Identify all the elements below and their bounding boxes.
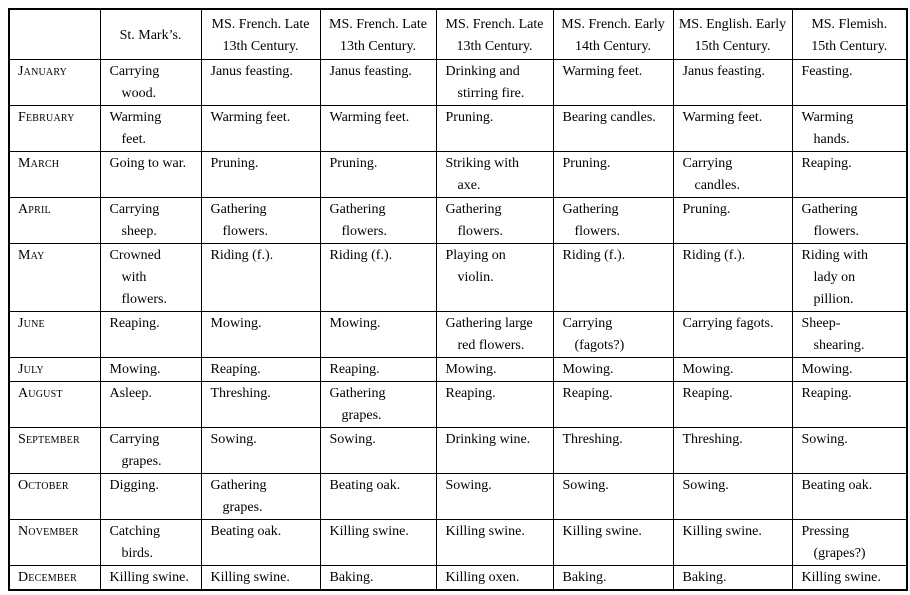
table-cell — [553, 565, 673, 590]
cell-line: Threshing. — [682, 431, 743, 447]
cell-line: Reaping. — [445, 385, 496, 401]
table-cell — [673, 197, 792, 243]
cell-line: birds. — [121, 545, 153, 561]
table-cell — [553, 311, 673, 357]
table-cell — [673, 427, 792, 473]
cell-line: Janus feasting. — [682, 63, 765, 79]
corner-cell — [9, 9, 100, 59]
cell-line: Crowned — [109, 247, 161, 263]
table-cell — [320, 59, 436, 105]
cell-line: shearing. — [813, 337, 865, 353]
cell-line: Riding (f.). — [682, 247, 746, 263]
page — [8, 8, 908, 591]
table-cell — [201, 105, 320, 151]
cell-line: (grapes?) — [813, 545, 866, 561]
table-cell — [320, 311, 436, 357]
table-cell — [673, 519, 792, 565]
cell-line: Beating oak. — [801, 477, 873, 493]
cell-line: Going to war. — [109, 155, 187, 171]
month-label: April — [9, 197, 100, 243]
cell-line: Warming — [109, 109, 162, 125]
cell-line: Janus feasting. — [210, 63, 293, 79]
cell-line: Threshing. — [210, 385, 271, 401]
cell-line: Reaping. — [109, 315, 160, 331]
table-cell — [320, 427, 436, 473]
table-cell — [201, 243, 320, 311]
cell-line: Reaping. — [801, 155, 852, 171]
cell-line: Sowing. — [445, 477, 492, 493]
cell-line: Mowing. — [210, 315, 262, 331]
cell-line: Sowing. — [210, 431, 257, 447]
table-cell — [792, 519, 907, 565]
column-header-line: MS. French. Early — [561, 16, 665, 32]
table-cell — [201, 311, 320, 357]
cell-line: flowers. — [813, 223, 859, 239]
cell-line: Feasting. — [801, 63, 853, 79]
cell-line: Killing swine. — [210, 569, 290, 585]
table-cell — [320, 473, 436, 519]
column-header-line: St. Mark’s. — [119, 27, 182, 43]
table-cell — [792, 151, 907, 197]
cell-line: Sowing. — [329, 431, 376, 447]
table-cell — [553, 473, 673, 519]
table-cell — [100, 565, 201, 590]
table-cell — [100, 197, 201, 243]
table-cell — [201, 381, 320, 427]
table-row — [9, 565, 907, 590]
table-cell — [320, 357, 436, 381]
table-cell — [553, 519, 673, 565]
table-cell — [553, 105, 673, 151]
month-label: May — [9, 243, 100, 311]
month-label: March — [9, 151, 100, 197]
cell-line: Riding with — [801, 247, 869, 263]
table-cell — [100, 473, 201, 519]
cell-line: Reaping. — [562, 385, 613, 401]
column-header-line: MS. French. Late — [445, 16, 544, 32]
column-header-line: 13th Century. — [222, 38, 299, 54]
cell-line: Pruning. — [682, 201, 731, 217]
cell-line: stirring fire. — [457, 85, 525, 101]
cell-line: Carrying — [562, 315, 613, 331]
cell-line: Sowing. — [682, 477, 729, 493]
month-label: November — [9, 519, 100, 565]
cell-line: flowers. — [121, 291, 167, 307]
cell-line: Killing swine. — [682, 523, 762, 539]
cell-line: Gathering — [445, 201, 502, 217]
table-cell — [201, 197, 320, 243]
table-cell — [436, 243, 553, 311]
table-cell — [553, 151, 673, 197]
column-header — [553, 9, 673, 59]
table-cell — [436, 59, 553, 105]
cell-line: Pruning. — [329, 155, 378, 171]
table-cell — [320, 105, 436, 151]
cell-line: Killing swine. — [562, 523, 642, 539]
table-cell — [792, 197, 907, 243]
table-cell — [673, 311, 792, 357]
table-body — [9, 59, 907, 590]
month-label: August — [9, 381, 100, 427]
column-header — [673, 9, 792, 59]
table-cell — [792, 59, 907, 105]
table-cell — [100, 243, 201, 311]
cell-line: Reaping. — [210, 361, 261, 377]
cell-line: Sowing. — [562, 477, 609, 493]
month-label: July — [9, 357, 100, 381]
month-label: February — [9, 105, 100, 151]
table-cell — [553, 243, 673, 311]
cell-line: hands. — [813, 131, 850, 147]
cell-line: lady on — [813, 269, 856, 285]
table-row — [9, 59, 907, 105]
table-row — [9, 105, 907, 151]
cell-line: Catching — [109, 523, 161, 539]
cell-line: Warming — [801, 109, 854, 125]
cell-line: grapes. — [121, 453, 162, 469]
table-cell — [100, 311, 201, 357]
table-cell — [320, 151, 436, 197]
table-cell — [100, 151, 201, 197]
cell-line: with — [121, 269, 147, 285]
column-header-line: 15th Century. — [811, 38, 888, 54]
cell-line: candles. — [694, 177, 740, 193]
table-cell — [201, 519, 320, 565]
table-cell — [553, 357, 673, 381]
table-cell — [436, 381, 553, 427]
cell-line: Threshing. — [562, 431, 623, 447]
table-cell — [100, 59, 201, 105]
table-cell — [673, 243, 792, 311]
cell-line: Sheep- — [801, 315, 841, 331]
cell-line: feet. — [121, 131, 146, 147]
column-header — [201, 9, 320, 59]
cell-line: Gathering — [801, 201, 858, 217]
cell-line: Reaping. — [329, 361, 380, 377]
table-cell — [553, 197, 673, 243]
cell-line: Gathering — [329, 385, 386, 401]
cell-line: Killing oxen. — [445, 569, 520, 585]
cell-line: Digging. — [109, 477, 159, 493]
month-label: June — [9, 311, 100, 357]
month-label: January — [9, 59, 100, 105]
cell-line: Killing swine. — [329, 523, 409, 539]
table-cell — [436, 357, 553, 381]
table-cell — [201, 357, 320, 381]
table-row — [9, 381, 907, 427]
column-header-line: MS. English. Early — [678, 16, 787, 32]
cell-line: Beating oak. — [210, 523, 282, 539]
table-cell — [201, 59, 320, 105]
cell-line: Drinking and — [445, 63, 520, 79]
column-header — [100, 9, 201, 59]
table-cell — [792, 357, 907, 381]
month-label: December — [9, 565, 100, 590]
cell-line: Pruning. — [562, 155, 611, 171]
table-cell — [320, 519, 436, 565]
month-label: October — [9, 473, 100, 519]
table-cell — [792, 311, 907, 357]
cell-line: Beating oak. — [329, 477, 401, 493]
cell-line: Pruning. — [210, 155, 259, 171]
table-row — [9, 243, 907, 311]
table-cell — [553, 427, 673, 473]
table-row — [9, 151, 907, 197]
table-cell — [100, 427, 201, 473]
cell-line: violin. — [457, 269, 494, 285]
cell-line: flowers. — [574, 223, 620, 239]
cell-line: Riding (f.). — [329, 247, 393, 263]
table-cell — [553, 381, 673, 427]
column-header-line: 15th Century. — [694, 38, 771, 54]
cell-line: Striking with — [445, 155, 520, 171]
table-cell — [673, 381, 792, 427]
cell-line: Gathering large — [445, 315, 533, 331]
table-cell — [553, 59, 673, 105]
cell-line: Carrying — [109, 201, 160, 217]
cell-line: wood. — [121, 85, 157, 101]
cell-line: Warming feet. — [210, 109, 291, 125]
table-cell — [201, 565, 320, 590]
cell-line: Reaping. — [801, 385, 852, 401]
table-cell — [320, 243, 436, 311]
table-cell — [320, 381, 436, 427]
cell-line: sheep. — [121, 223, 157, 239]
table-cell — [201, 151, 320, 197]
cell-line: Pressing — [801, 523, 849, 539]
column-header-line: 13th Century. — [456, 38, 533, 54]
table-cell — [792, 473, 907, 519]
table-row — [9, 197, 907, 243]
cell-line: Mowing. — [329, 315, 381, 331]
cell-line: Bearing candles. — [562, 109, 656, 125]
cell-line: Carrying fagots. — [682, 315, 774, 331]
cell-line: grapes. — [222, 499, 263, 515]
cell-line: Baking. — [682, 569, 727, 585]
table-row — [9, 311, 907, 357]
table-cell — [436, 473, 553, 519]
table-cell — [792, 381, 907, 427]
table-row — [9, 519, 907, 565]
column-header-line: MS. French. Late — [211, 16, 310, 32]
cell-line: Carrying — [109, 63, 160, 79]
cell-line: Carrying — [109, 431, 160, 447]
cell-line: Drinking wine. — [445, 431, 531, 447]
cell-line: Pruning. — [445, 109, 494, 125]
table-cell — [201, 427, 320, 473]
table-row — [9, 427, 907, 473]
cell-line: Mowing. — [445, 361, 497, 377]
cell-line: Baking. — [562, 569, 607, 585]
table-cell — [436, 519, 553, 565]
column-header-line: 14th Century. — [574, 38, 652, 54]
table-cell — [673, 59, 792, 105]
table-cell — [792, 427, 907, 473]
cell-line: Killing swine. — [445, 523, 525, 539]
month-label: September — [9, 427, 100, 473]
table-cell — [673, 151, 792, 197]
table-cell — [792, 565, 907, 590]
cell-line: axe. — [457, 177, 481, 193]
table-cell — [792, 105, 907, 151]
table-cell — [436, 427, 553, 473]
column-header — [320, 9, 436, 59]
cell-line: grapes. — [341, 407, 382, 423]
cell-line: Gathering — [210, 477, 267, 493]
cell-line: Asleep. — [109, 385, 152, 401]
cell-line: (fagots?) — [574, 337, 625, 353]
column-header — [436, 9, 553, 59]
cell-line: Mowing. — [682, 361, 734, 377]
table-cell — [436, 197, 553, 243]
cell-line: Killing swine. — [801, 569, 881, 585]
table-row — [9, 473, 907, 519]
column-header-line: 13th Century. — [339, 38, 417, 54]
header-row — [9, 9, 907, 59]
cell-line: Gathering — [329, 201, 386, 217]
cell-line: Gathering — [562, 201, 619, 217]
table-cell — [100, 381, 201, 427]
cell-line: Riding (f.). — [210, 247, 274, 263]
table-cell — [100, 519, 201, 565]
table-cell — [673, 357, 792, 381]
cell-line: Warming feet. — [682, 109, 763, 125]
table-cell — [436, 565, 553, 590]
cell-line: Gathering — [210, 201, 267, 217]
cell-line: Mowing. — [562, 361, 614, 377]
table-cell — [201, 473, 320, 519]
column-header-line: MS. French. Late — [329, 16, 427, 32]
table-cell — [436, 311, 553, 357]
table-cell — [320, 197, 436, 243]
table-cell — [100, 357, 201, 381]
cell-line: Mowing. — [801, 361, 853, 377]
cell-line: flowers. — [457, 223, 503, 239]
table-cell — [673, 105, 792, 151]
cell-line: pillion. — [813, 291, 854, 307]
table-cell — [436, 105, 553, 151]
cell-line: Killing swine. — [109, 569, 189, 585]
table-cell — [436, 151, 553, 197]
column-header — [792, 9, 907, 59]
table-cell — [100, 105, 201, 151]
table-row — [9, 357, 907, 381]
cell-line: Warming feet. — [329, 109, 410, 125]
column-header-line: MS. Flemish. — [811, 16, 888, 32]
cell-line: Carrying — [682, 155, 733, 171]
table-cell — [673, 473, 792, 519]
cell-line: Warming feet. — [562, 63, 643, 79]
cell-line: Playing on — [445, 247, 506, 263]
cell-line: Mowing. — [109, 361, 161, 377]
cell-line: Reaping. — [682, 385, 733, 401]
cell-line: flowers. — [341, 223, 387, 239]
cell-line: flowers. — [222, 223, 268, 239]
cell-line: red flowers. — [457, 337, 525, 353]
cell-line: Janus feasting. — [329, 63, 412, 79]
cell-line: Riding (f.). — [562, 247, 626, 263]
cell-line: Sowing. — [801, 431, 848, 447]
cell-line: Baking. — [329, 569, 374, 585]
months-occupations-table — [8, 8, 908, 591]
table-cell — [792, 243, 907, 311]
table-cell — [320, 565, 436, 590]
table-cell — [673, 565, 792, 590]
